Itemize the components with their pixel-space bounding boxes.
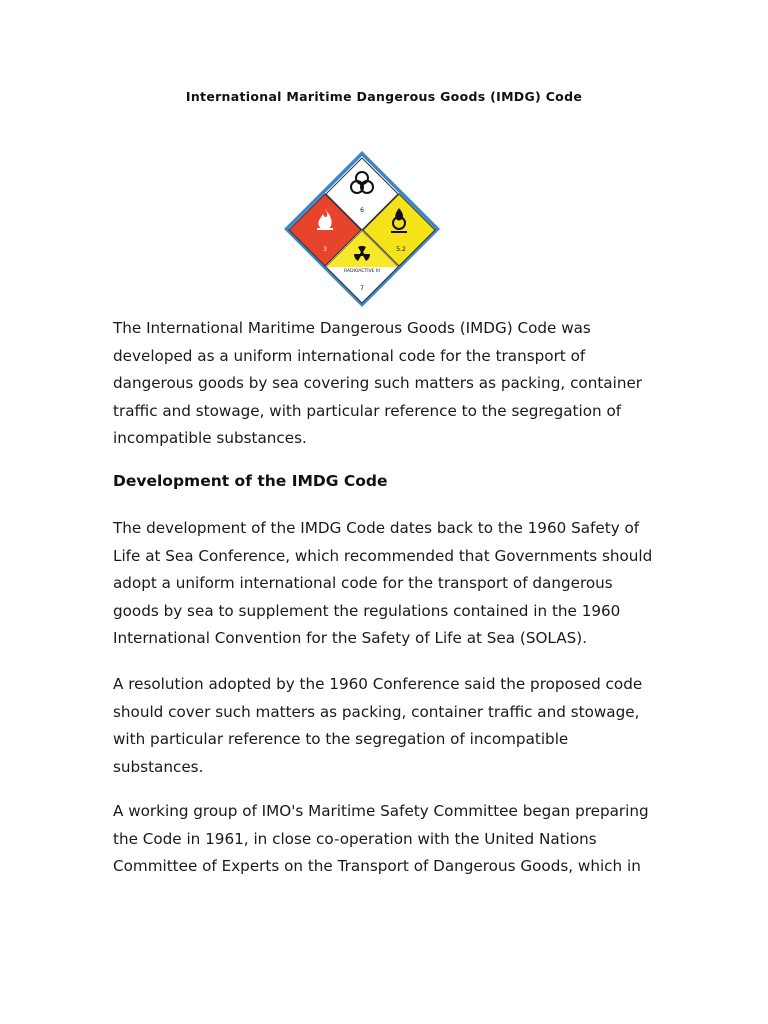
oxidizer-class-label: 5.2 (396, 246, 406, 253)
hazard-placards-graphic (283, 150, 441, 308)
paragraph-resolution: A resolution adopted by the 1960 Conference said the proposed code should cover such matters as packing, container traffic and stowage, with particular reference to the segregation of incompatible substances. (113, 675, 643, 776)
toxic-class-label: 6 (360, 207, 364, 214)
radioactive-text: RADIOACTIVE III (344, 269, 380, 274)
intro-paragraph: The International Maritime Dangerous Goods (IMDG) Code was developed as a uniform international code for the transport of dangerous goods by sea covering such matters as packing, container traffic and stowage, with particular reference to the segregation of incompatible substances. (113, 319, 643, 447)
paragraph-development-history: The development of the IMDG Code dates back to the 1960 Safety of Life at Sea Conference, which recommended that Governments should adopt a uniform international code for the transport of dangerous goods by sea to supplement the regulations contained in the 1960 International Convention for the Safety of Life at Sea (SOLAS). (113, 519, 653, 647)
hazard-placards-image (283, 150, 441, 308)
section-heading: Development of the IMDG Code (113, 472, 388, 490)
paragraph-working-group: A working group of IMO's Maritime Safety Committee began preparing the Code in 1961, in close co-operation with the United Nations Committee of Experts on the Transport of Dangerous Goods, which in (113, 802, 649, 875)
document-title: International Maritime Dangerous Goods (IMDG) Code (185, 89, 583, 104)
radioactive-class-label: 7 (360, 285, 364, 292)
flammable-class-label: 3 (323, 246, 327, 253)
